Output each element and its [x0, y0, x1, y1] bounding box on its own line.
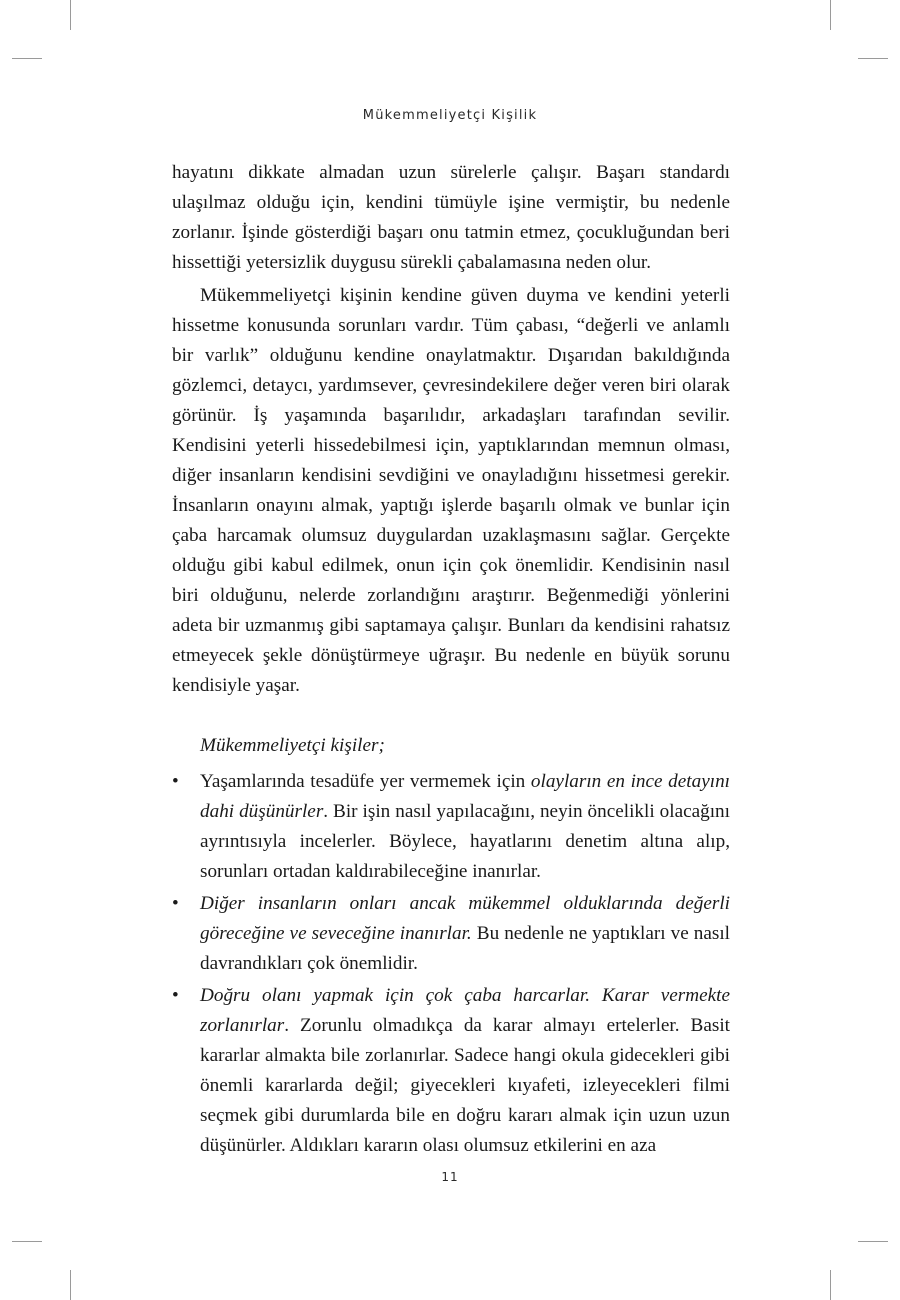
list-item-text: Bu nedenle ne yaptıkları ve nasıl davrandıkları çok önemlidir. — [200, 923, 730, 974]
list-item-emphasis: olayların en ince detayını dahi düşünürler — [200, 771, 730, 822]
list-item-text: . Zorunlu olmadıkça da karar almayı ertelerler. Basit kararlar almakta bile zorlanırlar. Sadece hangi okula gidecekleri gibi önemli kararlarda değil; giyecekleri kıyafeti, izleyecekleri filmi seçmek gibi durumlarda bile en doğru kararı almak için uzun uzun düşünürler. Aldıkları kararın olası olumsuz etkilerini en aza — [200, 1015, 730, 1156]
page-number: 11 — [441, 1170, 459, 1184]
crop-mark-bottom-right — [830, 1270, 831, 1300]
crop-mark-left-top — [12, 58, 42, 59]
list-item-emphasis: Diğer insanların onları ancak mükemmel olduklarında değerli göreceğine ve seveceğine inanırlar. — [200, 893, 730, 944]
bullet-icon: • — [172, 893, 179, 914]
crop-mark-left-bottom — [12, 1241, 42, 1242]
crop-mark-right-top — [858, 58, 888, 59]
list-item — [172, 767, 730, 887]
list-intro: Mükemmeliyetçi kişiler; — [200, 735, 385, 756]
running-head: Mükemmeliyetçi Kişilik — [362, 108, 538, 123]
list-item-text: . Bir işin nasıl yapılacağını, neyin öncelikli olacağını ayrıntısıyla incelerler. Böylece, hayatlarını denetim altına alıp, sorunları ortadan kaldırabileceğine inanırlar. — [200, 801, 730, 882]
paragraph: hayatını dikkate almadan uzun sürelerle çalışır. Başarı standardı ulaşılmaz olduğu için, kendini tümüyle işine vermiştir, bu nedenle zorlanır. İşinde gösterdiği başarı onu tatmin etmez, çocukluğundan beri hissettiği yetersizlik duygusu sürekli çabalamasına neden olur. — [172, 162, 730, 273]
bullet-list — [172, 767, 730, 1161]
body-text — [172, 158, 730, 1163]
list-item — [172, 889, 730, 979]
bullet-icon: • — [172, 985, 179, 1006]
bullet-icon: • — [172, 771, 179, 792]
list-item-emphasis: Doğru olanı yapmak için çok çaba harcarlar. Karar vermekte zorlanırlar — [200, 985, 730, 1036]
list-item-text: Yaşamlarında tesadüfe yer vermemek için — [200, 771, 531, 792]
crop-mark-top-right — [830, 0, 831, 30]
paragraph: Mükemmeliyetçi kişinin kendine güven duyma ve kendini yeterli hissetme konusunda sorunları vardır. Tüm çabası, “değerli ve anlamlı bir varlık” olduğunu kendine onaylatmaktır. Dışarıdan bakıldığında gözlemci, detaycı, yardımsever, çevresindekilere değer veren biri olarak görünür. İş yaşamında başarılıdır, arkadaşları tarafından sevilir. Kendisini yeterli hissedebilmesi için, yaptıklarından memnun olması, diğer insanların kendisini sevdiğini ve onayladığını hissetmesi gerekir. İnsanların onayını almak, yaptığı işlerde başarılı olmak ve bunlar için çaba harcamak olumsuz duygulardan uzaklaşmasını sağlar. Gerçekte olduğu gibi kabul edilmek, onun için çok önemlidir. Kendisinin nasıl biri olduğunu, nelerde zorlandığını araştırır. Beğenmediği yönlerini adeta bir uzmanmış gibi saptamaya çalışır. Bunları da kendisini rahatsız etmeyecek şekle dönüştürmeye uğraşır. Bu nedenle en büyük sorunu kendisiyle yaşar. — [172, 285, 730, 696]
crop-mark-top-left — [70, 0, 71, 30]
crop-mark-right-bottom — [858, 1241, 888, 1242]
list-item — [172, 981, 730, 1161]
crop-mark-bottom-left — [70, 1270, 71, 1300]
